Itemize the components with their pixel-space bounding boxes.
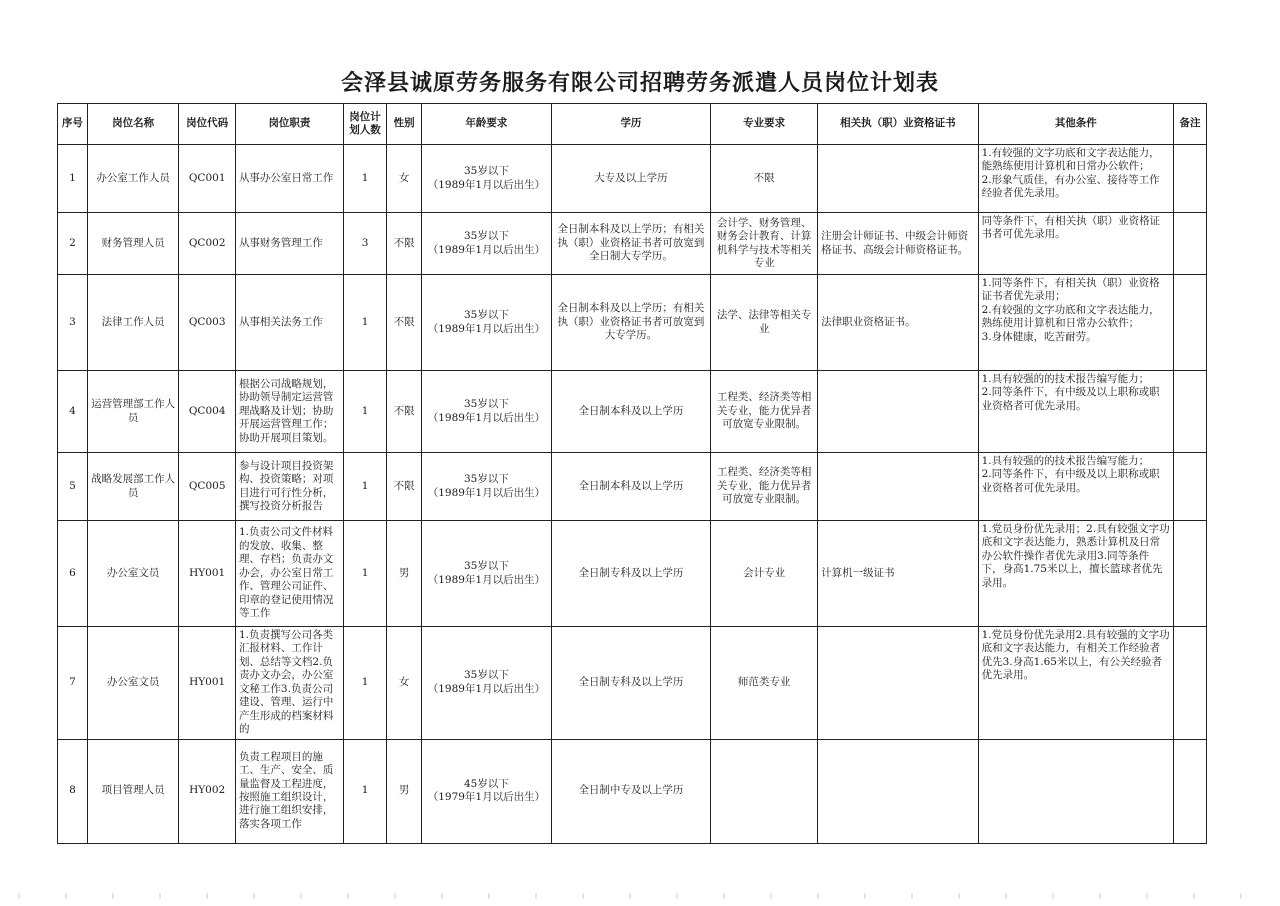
cell-duty: 参与设计项目投资架构、投资策略；对项目进行可行性分析，撰写投资分析报告 — [235, 453, 343, 521]
cell-code: QC002 — [179, 213, 236, 275]
cell-note — [1174, 275, 1207, 371]
cell-edu: 全日制本科及以上学历；有相关执（职）业资格证书者可放宽到大专学历。 — [551, 275, 710, 371]
cell-name: 法律工作人员 — [87, 275, 179, 371]
cell-age: 35岁以下 （1989年1月以后出生） — [422, 213, 552, 275]
cell-duty: 从事办公室日常工作 — [235, 145, 343, 213]
table-row — [58, 739, 1207, 843]
cell-other: 1.党员身份优先录用2.具有较强的文字功底和文字表达能力，有相关工作经验者优先3.身高1.65米以上，有公关经验者优先录用。 — [978, 627, 1173, 740]
cell-count: 1 — [343, 275, 386, 371]
position-plan-table — [57, 103, 1207, 844]
cell-cert — [818, 739, 978, 843]
cell-count: 1 — [343, 145, 386, 213]
cell-age: 35岁以下 （1989年1月以后出生） — [422, 145, 552, 213]
cell-gender: 不限 — [387, 453, 422, 521]
cell-code: QC001 — [179, 145, 236, 213]
cell-count: 1 — [343, 453, 386, 521]
cell-name: 办公室文员 — [87, 627, 179, 740]
cell-name: 办公室文员 — [87, 521, 179, 627]
table-row — [58, 371, 1207, 453]
table-row — [58, 275, 1207, 371]
cell-gender: 女 — [387, 145, 422, 213]
cell-cert — [818, 145, 978, 213]
cell-gender: 女 — [387, 627, 422, 740]
cell-age: 45岁以下 （1979年1月以后出生） — [422, 739, 552, 843]
cell-gender: 不限 — [387, 213, 422, 275]
header-gender: 性别 — [387, 104, 422, 145]
cell-edu: 全日制本科及以上学历 — [551, 453, 710, 521]
cell-duty: 1.负责公司文件材料的发放、收集、整理、存档；负责办文办会，办公室日常工作、管理公司证件、印章的登记使用情况等工作 — [235, 521, 343, 627]
cell-seq: 2 — [58, 213, 88, 275]
header-education: 学历 — [551, 104, 710, 145]
cell-major: 师范类专业 — [711, 627, 818, 740]
cell-other: 1.同等条件下，有相关执（职）业资格证书者优先录用； 2.有较强的文字功底和文字表达能力，熟练使用计算机和日常办公软件； 3.身体健康，吃苦耐劳。 — [978, 275, 1173, 371]
cell-other — [978, 739, 1173, 843]
header-other: 其他条件 — [978, 104, 1173, 145]
cell-other: 同等条件下，有相关执（职）业资格证书者可优先录用。 — [978, 213, 1173, 275]
cell-seq: 3 — [58, 275, 88, 371]
cell-seq: 8 — [58, 739, 88, 843]
cell-edu: 全日制专科及以上学历 — [551, 521, 710, 627]
cell-note — [1174, 453, 1207, 521]
cell-edu: 全日制本科及以上学历；有相关执（职）业资格证书者可放宽到全日制大专学历。 — [551, 213, 710, 275]
cell-name: 项目管理人员 — [87, 739, 179, 843]
cell-edu: 大专及以上学历 — [551, 145, 710, 213]
cell-cert: 注册会计师证书、中级会计师资格证书、高级会计师资格证书。 — [818, 213, 978, 275]
cell-major: 工程类、经济类等相关专业，能力优异者可放宽专业限制。 — [711, 453, 818, 521]
cell-note — [1174, 213, 1207, 275]
cell-code: QC005 — [179, 453, 236, 521]
cell-seq: 7 — [58, 627, 88, 740]
cell-cert: 计算机一级证书 — [818, 521, 978, 627]
cell-major — [711, 739, 818, 843]
cell-gender: 男 — [387, 739, 422, 843]
cell-major: 法学、法律等相关专业 — [711, 275, 818, 371]
cell-cert — [818, 453, 978, 521]
cell-note — [1174, 627, 1207, 740]
document-title: 会泽县诚原劳务服务有限公司招聘劳务派遣人员岗位计划表 — [340, 70, 939, 96]
cell-seq: 4 — [58, 371, 88, 453]
cell-count: 1 — [343, 627, 386, 740]
cell-other: 1.具有较强的的技术报告编写能力； 2.同等条件下，有中级及以上职称或职业资格者可优先录用。 — [978, 371, 1173, 453]
cell-gender: 不限 — [387, 371, 422, 453]
scan-noise — [0, 893, 1280, 899]
header-certificate: 相关执（职）业资格证书 — [818, 104, 978, 145]
cell-note — [1174, 739, 1207, 843]
cell-code: QC004 — [179, 371, 236, 453]
table-row — [58, 627, 1207, 740]
cell-seq: 5 — [58, 453, 88, 521]
cell-cert — [818, 627, 978, 740]
table-row — [58, 521, 1207, 627]
cell-code: HY001 — [179, 521, 236, 627]
cell-major: 会计专业 — [711, 521, 818, 627]
cell-age: 35岁以下 （1989年1月以后出生） — [422, 627, 552, 740]
cell-seq: 1 — [58, 145, 88, 213]
cell-cert — [818, 371, 978, 453]
cell-major: 不限 — [711, 145, 818, 213]
cell-name: 运营管理部工作人员 — [87, 371, 179, 453]
cell-seq: 6 — [58, 521, 88, 627]
header-major: 专业要求 — [711, 104, 818, 145]
cell-count: 1 — [343, 521, 386, 627]
header-row — [58, 104, 1207, 145]
cell-count: 3 — [343, 213, 386, 275]
cell-major: 工程类、经济类等相关专业，能力优异者可放宽专业限制。 — [711, 371, 818, 453]
header-name: 岗位名称 — [87, 104, 179, 145]
cell-age: 35岁以下 （1989年1月以后出生） — [422, 371, 552, 453]
header-code: 岗位代码 — [179, 104, 236, 145]
cell-edu: 全日制中专及以上学历 — [551, 739, 710, 843]
cell-code: QC003 — [179, 275, 236, 371]
cell-other: 1.具有较强的的技术报告编写能力； 2.同等条件下，有中级及以上职称或职业资格者可优先录用。 — [978, 453, 1173, 521]
cell-edu: 全日制专科及以上学历 — [551, 627, 710, 740]
cell-cert: 法律职业资格证书。 — [818, 275, 978, 371]
cell-count: 1 — [343, 371, 386, 453]
header-age: 年龄要求 — [422, 104, 552, 145]
cell-edu: 全日制本科及以上学历 — [551, 371, 710, 453]
cell-code: HY002 — [179, 739, 236, 843]
cell-duty: 根据公司战略规划，协助领导制定运营管理战略及计划；协助开展运营管理工作；协助开展项目策划。 — [235, 371, 343, 453]
table-row — [58, 213, 1207, 275]
cell-duty: 从事财务管理工作 — [235, 213, 343, 275]
cell-note — [1174, 145, 1207, 213]
cell-duty: 从事相关法务工作 — [235, 275, 343, 371]
header-note: 备注 — [1174, 104, 1207, 145]
cell-duty: 负责工程项目的施工、生产、安全、质量监督及工程进度，按照施工组织设计，进行施工组织安排，落实各项工作 — [235, 739, 343, 843]
cell-count: 1 — [343, 739, 386, 843]
cell-age: 35岁以下 （1989年1月以后出生） — [422, 453, 552, 521]
cell-name: 财务管理人员 — [87, 213, 179, 275]
cell-note — [1174, 521, 1207, 627]
cell-gender: 不限 — [387, 275, 422, 371]
header-count: 岗位计划人数 — [343, 104, 386, 145]
header-seq: 序号 — [58, 104, 88, 145]
cell-other: 1.党员身份优先录用；2.具有较强文字功底和文字表达能力，熟悉计算机及日常办公软件操作者优先录用3.同等条件下，身高1.75米以上，擅长篮球者优先录用。 — [978, 521, 1173, 627]
table-body — [58, 145, 1207, 844]
cell-name: 战略发展部工作人员 — [87, 453, 179, 521]
cell-note — [1174, 371, 1207, 453]
table-row — [58, 453, 1207, 521]
cell-gender: 男 — [387, 521, 422, 627]
cell-name: 办公室工作人员 — [87, 145, 179, 213]
cell-other: 1.有较强的文字功底和文字表达能力，能熟练使用计算机和日常办公软件； 2.形象气质佳，有办公室、接待等工作经验者优先录用。 — [978, 145, 1173, 213]
cell-age: 35岁以下 （1989年1月以后出生） — [422, 521, 552, 627]
cell-duty: 1.负责撰写公司各类汇报材料、工作计划、总结等文档2.负责办文办会，办公室文秘工作3.负责公司建设、管理、运行中产生形成的档案材料的 — [235, 627, 343, 740]
header-duty: 岗位职责 — [235, 104, 343, 145]
cell-code: HY001 — [179, 627, 236, 740]
table-row — [58, 145, 1207, 213]
cell-major: 会计学、财务管理、财务会计教育、计算机科学与技术等相关专业 — [711, 213, 818, 275]
cell-age: 35岁以下 （1989年1月以后出生） — [422, 275, 552, 371]
